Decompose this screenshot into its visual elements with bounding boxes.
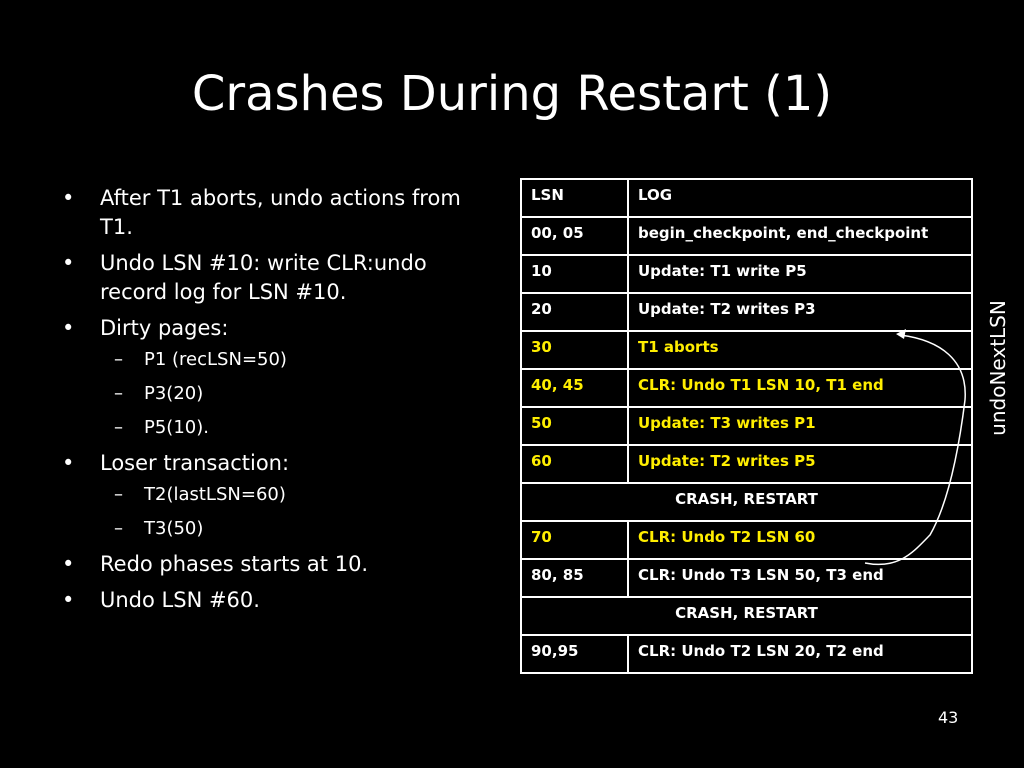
- sub-bullet-item: [100, 415, 482, 441]
- table-row: [521, 255, 972, 293]
- bullet-marker: •: [62, 588, 75, 612]
- bullet-marker: •: [62, 316, 75, 340]
- sub-bullet-list: [100, 347, 482, 441]
- sub-bullet-text: P5(10).: [144, 417, 209, 438]
- sub-bullet-item: [100, 381, 482, 407]
- sub-bullet-text: T3(50): [144, 518, 204, 539]
- lsn-cell: 50: [521, 407, 628, 445]
- lsn-cell: 70: [521, 521, 628, 559]
- bullet-marker: •: [62, 451, 75, 475]
- bullet-list: [62, 184, 482, 622]
- crash-restart-cell: CRASH, RESTART: [521, 483, 972, 521]
- table-header-cell: LOG: [628, 179, 972, 217]
- bullet-marker: •: [62, 186, 75, 210]
- sub-bullet-item: [100, 516, 482, 542]
- bullet-item: [62, 314, 482, 441]
- log-cell: Update: T2 writes P5: [628, 445, 972, 483]
- log-cell: CLR: Undo T1 LSN 10, T1 end: [628, 369, 972, 407]
- bullet-marker: •: [62, 552, 75, 576]
- table-header-row: [521, 179, 972, 217]
- lsn-cell: 90,95: [521, 635, 628, 673]
- sub-bullet-text: P1 (recLSN=50): [144, 349, 287, 370]
- lsn-cell: 30: [521, 331, 628, 369]
- table-row: [521, 217, 972, 255]
- side-label: [980, 285, 1016, 450]
- undo-next-lsn-label: undoNextLSN: [986, 299, 1010, 436]
- lsn-cell: 60: [521, 445, 628, 483]
- bullet-item: [62, 184, 482, 242]
- lsn-cell: 10: [521, 255, 628, 293]
- log-cell: Update: T3 writes P1: [628, 407, 972, 445]
- sub-bullet-item: [100, 482, 482, 508]
- lsn-cell: 20: [521, 293, 628, 331]
- table-row: [521, 635, 972, 673]
- bullet-text: Redo phases starts at 10.: [100, 552, 369, 576]
- log-cell: CLR: Undo T2 LSN 20, T2 end: [628, 635, 972, 673]
- sub-bullet-list: [100, 482, 482, 542]
- bullet-item: [62, 550, 482, 579]
- bullet-marker: •: [62, 251, 75, 275]
- log-cell: CLR: Undo T2 LSN 60: [628, 521, 972, 559]
- bullet-text: Undo LSN #10: write CLR:undo record log for LSN #10.: [100, 251, 427, 304]
- undo-next-arrow: [860, 320, 970, 580]
- bullet-item: [62, 249, 482, 307]
- log-cell: begin_checkpoint, end_checkpoint: [628, 217, 972, 255]
- page-number: 43: [938, 708, 959, 727]
- log-cell: Update: T1 write P5: [628, 255, 972, 293]
- bullet-item: [62, 586, 482, 615]
- table-header-cell: LSN: [521, 179, 628, 217]
- bullet-text: Loser transaction:: [100, 451, 290, 475]
- slide-title: Crashes During Restart (1): [191, 66, 833, 122]
- sub-bullet-marker: –: [114, 484, 123, 505]
- bullet-text: Dirty pages:: [100, 316, 229, 340]
- crash-restart-cell: CRASH, RESTART: [521, 597, 972, 635]
- log-cell: Update: T2 writes P3: [628, 293, 972, 331]
- lsn-cell: 80, 85: [521, 559, 628, 597]
- bullet-text: After T1 aborts, undo actions from T1.: [100, 186, 461, 239]
- sub-bullet-item: [100, 347, 482, 373]
- sub-bullet-marker: –: [114, 417, 123, 438]
- table-row: [521, 597, 972, 635]
- log-cell: T1 aborts: [628, 331, 972, 369]
- bullet-item: [62, 449, 482, 542]
- sub-bullet-text: P3(20): [144, 383, 204, 404]
- sub-bullet-text: T2(lastLSN=60): [144, 484, 286, 505]
- lsn-cell: 00, 05: [521, 217, 628, 255]
- sub-bullet-marker: –: [114, 383, 123, 404]
- sub-bullet-marker: –: [114, 518, 123, 539]
- lsn-cell: 40, 45: [521, 369, 628, 407]
- sub-bullet-marker: –: [114, 349, 123, 370]
- bullet-text: Undo LSN #60.: [100, 588, 260, 612]
- log-cell: CLR: Undo T3 LSN 50, T3 end: [628, 559, 972, 597]
